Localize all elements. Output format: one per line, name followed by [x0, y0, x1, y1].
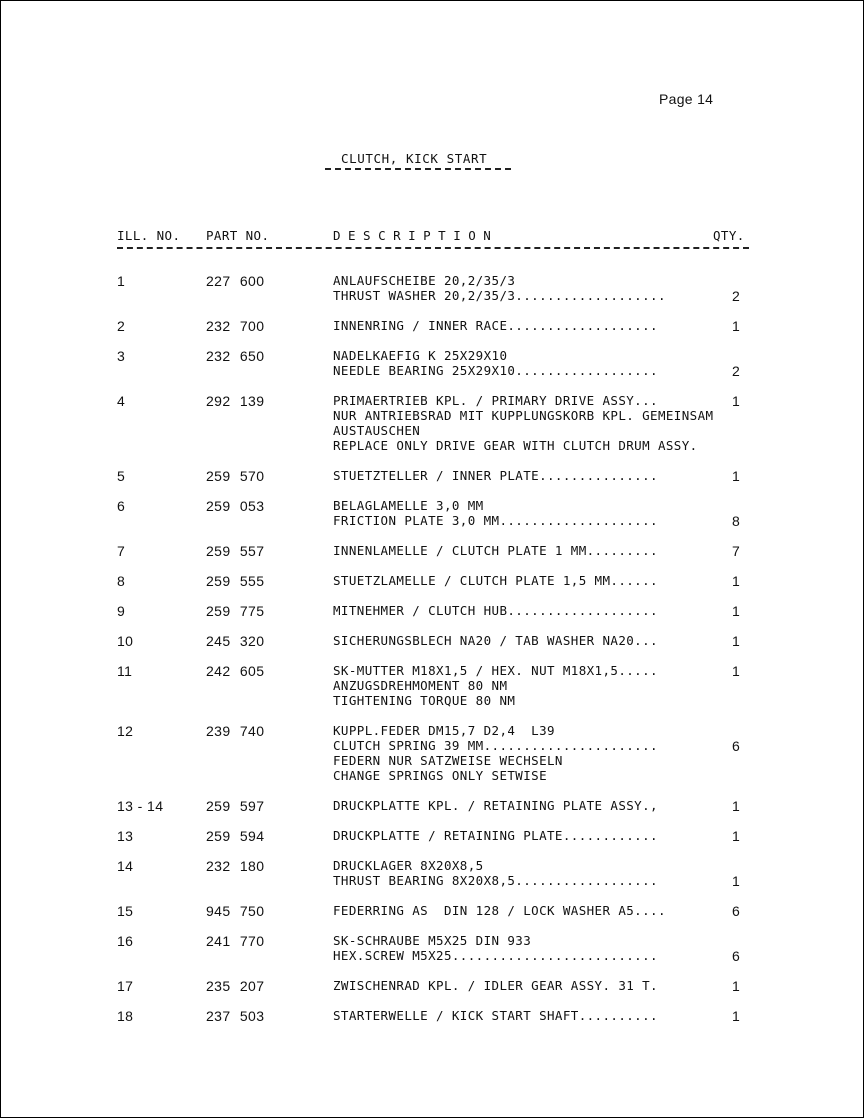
part-no-cell: 259 775 [206, 603, 265, 619]
ill-no-cell: 18 [117, 1008, 134, 1024]
ill-no-cell: 2 [117, 318, 126, 334]
qty-cell: 1 [732, 318, 741, 334]
description-line: DRUCKLAGER 8X20X8,5 [333, 858, 484, 873]
description-line: DRUCKPLATTE / RETAINING PLATE............ [333, 828, 658, 843]
ill-no-cell: 13 - 14 [117, 798, 164, 814]
ill-no-cell: 1 [117, 273, 126, 289]
description-cell [333, 543, 658, 558]
part-no-cell: 245 320 [206, 633, 265, 649]
header-rule [117, 247, 749, 249]
description-cell [333, 978, 658, 993]
part-no-cell: 237 503 [206, 1008, 265, 1024]
description-line: TIGHTENING TORQUE 80 NM [333, 693, 516, 708]
page-number: Page 14 [659, 91, 714, 107]
description-cell [333, 468, 658, 483]
qty-cell: 1 [732, 798, 741, 814]
qty-cell: 1 [732, 573, 741, 589]
description-line: FEDERN NUR SATZWEISE WECHSELN [333, 753, 563, 768]
header-description: DESCRIPTION [333, 228, 499, 243]
qty-cell: 1 [732, 978, 741, 994]
qty-cell: 2 [732, 288, 741, 304]
description-line: FEDERRING AS DIN 128 / LOCK WASHER A5.... [333, 903, 666, 918]
part-no-cell: 259 557 [206, 543, 265, 559]
ill-no-cell: 12 [117, 723, 134, 739]
part-no-cell: 945 750 [206, 903, 265, 919]
description-line: CLUTCH SPRING 39 MM...................... [333, 738, 658, 753]
description-line: NUR ANTRIEBSRAD MIT KUPPLUNGSKORB KPL. GEMEINSAM [333, 408, 714, 423]
ill-no-cell: 3 [117, 348, 126, 364]
description-line: THRUST BEARING 8X20X8,5.................. [333, 873, 658, 888]
qty-cell: 8 [732, 513, 741, 529]
qty-cell: 6 [732, 738, 741, 754]
qty-cell: 6 [732, 948, 741, 964]
description-cell [333, 273, 666, 303]
description-cell [333, 633, 658, 648]
part-no-cell: 232 650 [206, 348, 265, 364]
qty-cell: 1 [732, 663, 741, 679]
qty-cell: 1 [732, 828, 741, 844]
description-cell [333, 318, 658, 333]
ill-no-cell: 16 [117, 933, 134, 949]
part-no-cell: 239 740 [206, 723, 265, 739]
ill-no-cell: 7 [117, 543, 126, 559]
description-line: ZWISCHENRAD KPL. / IDLER GEAR ASSY. 31 T. [333, 978, 658, 993]
description-cell [333, 903, 666, 918]
description-line: THRUST WASHER 20,2/35/3................... [333, 288, 666, 303]
description-cell [333, 498, 658, 528]
description-line: BELAGLAMELLE 3,0 MM [333, 498, 484, 513]
title-underline [325, 168, 511, 170]
qty-cell: 6 [732, 903, 741, 919]
ill-no-cell: 11 [117, 663, 133, 679]
ill-no-cell: 9 [117, 603, 126, 619]
description-cell [333, 348, 658, 378]
header-qty: QTY. [713, 228, 745, 243]
header-ill-no: ILL. NO. [117, 228, 181, 243]
description-cell [333, 933, 658, 963]
description-line: REPLACE ONLY DRIVE GEAR WITH CLUTCH DRUM ASSY. [333, 438, 698, 453]
description-cell [333, 798, 658, 813]
description-line: SICHERUNGSBLECH NA20 / TAB WASHER NA20... [333, 633, 658, 648]
description-line: INNENLAMELLE / CLUTCH PLATE 1 MM......... [333, 543, 658, 558]
ill-no-cell: 13 [117, 828, 134, 844]
qty-cell: 7 [732, 543, 741, 559]
part-no-cell: 259 594 [206, 828, 265, 844]
description-line: STUETZLAMELLE / CLUTCH PLATE 1,5 MM...... [333, 573, 658, 588]
part-no-cell: 259 053 [206, 498, 265, 514]
description-line: HEX.SCREW M5X25.......................... [333, 948, 658, 963]
description-line: STARTERWELLE / KICK START SHAFT.......... [333, 1008, 658, 1023]
ill-no-cell: 5 [117, 468, 126, 484]
part-no-cell: 259 555 [206, 573, 265, 589]
description-cell [333, 663, 658, 708]
description-line: AUSTAUSCHEN [333, 423, 421, 438]
description-cell [333, 828, 658, 843]
description-cell [333, 603, 658, 618]
ill-no-cell: 15 [117, 903, 134, 919]
description-line: INNENRING / INNER RACE................... [333, 318, 658, 333]
description-line: STUETZTELLER / INNER PLATE............... [333, 468, 658, 483]
part-no-cell: 232 700 [206, 318, 265, 334]
qty-cell: 1 [732, 393, 741, 409]
description-line: ANLAUFSCHEIBE 20,2/35/3 [333, 273, 516, 288]
description-cell [333, 1008, 658, 1023]
ill-no-cell: 4 [117, 393, 126, 409]
description-line: KUPPL.FEDER DM15,7 D2,4 L39 [333, 723, 555, 738]
part-no-cell: 242 605 [206, 663, 265, 679]
part-no-cell: 232 180 [206, 858, 265, 874]
ill-no-cell: 14 [117, 858, 134, 874]
description-line: FRICTION PLATE 3,0 MM.................... [333, 513, 658, 528]
ill-no-cell: 6 [117, 498, 126, 514]
description-line: PRIMAERTRIEB KPL. / PRIMARY DRIVE ASSY... [333, 393, 658, 408]
description-cell [333, 573, 658, 588]
description-line: NADELKAEFIG K 25X29X10 [333, 348, 508, 363]
ill-no-cell: 17 [117, 978, 134, 994]
part-no-cell: 241 770 [206, 933, 265, 949]
part-no-cell: 227 600 [206, 273, 265, 289]
ill-no-cell: 8 [117, 573, 126, 589]
description-line: CHANGE SPRINGS ONLY SETWISE [333, 768, 547, 783]
description-line: DRUCKPLATTE KPL. / RETAINING PLATE ASSY., [333, 798, 658, 813]
part-no-cell: 235 207 [206, 978, 265, 994]
description-line: MITNEHMER / CLUTCH HUB................... [333, 603, 658, 618]
qty-cell: 1 [732, 603, 741, 619]
part-no-cell: 259 597 [206, 798, 265, 814]
qty-cell: 1 [732, 468, 741, 484]
ill-no-cell: 10 [117, 633, 134, 649]
description-cell [333, 723, 658, 783]
description-line: SK-MUTTER M18X1,5 / HEX. NUT M18X1,5..... [333, 663, 658, 678]
part-no-cell: 292 139 [206, 393, 265, 409]
section-title: CLUTCH, KICK START [341, 151, 488, 166]
part-no-cell: 259 570 [206, 468, 265, 484]
qty-cell: 1 [732, 873, 741, 889]
description-line: NEEDLE BEARING 25X29X10.................. [333, 363, 658, 378]
qty-cell: 1 [732, 1008, 741, 1024]
description-cell [333, 858, 658, 888]
header-part-no: PART NO. [206, 228, 270, 243]
description-line: SK-SCHRAUBE M5X25 DIN 933 [333, 933, 532, 948]
qty-cell: 2 [732, 363, 741, 379]
description-cell [333, 393, 713, 453]
description-line: ANZUGSDREHMOMENT 80 NM [333, 678, 508, 693]
qty-cell: 1 [732, 633, 741, 649]
